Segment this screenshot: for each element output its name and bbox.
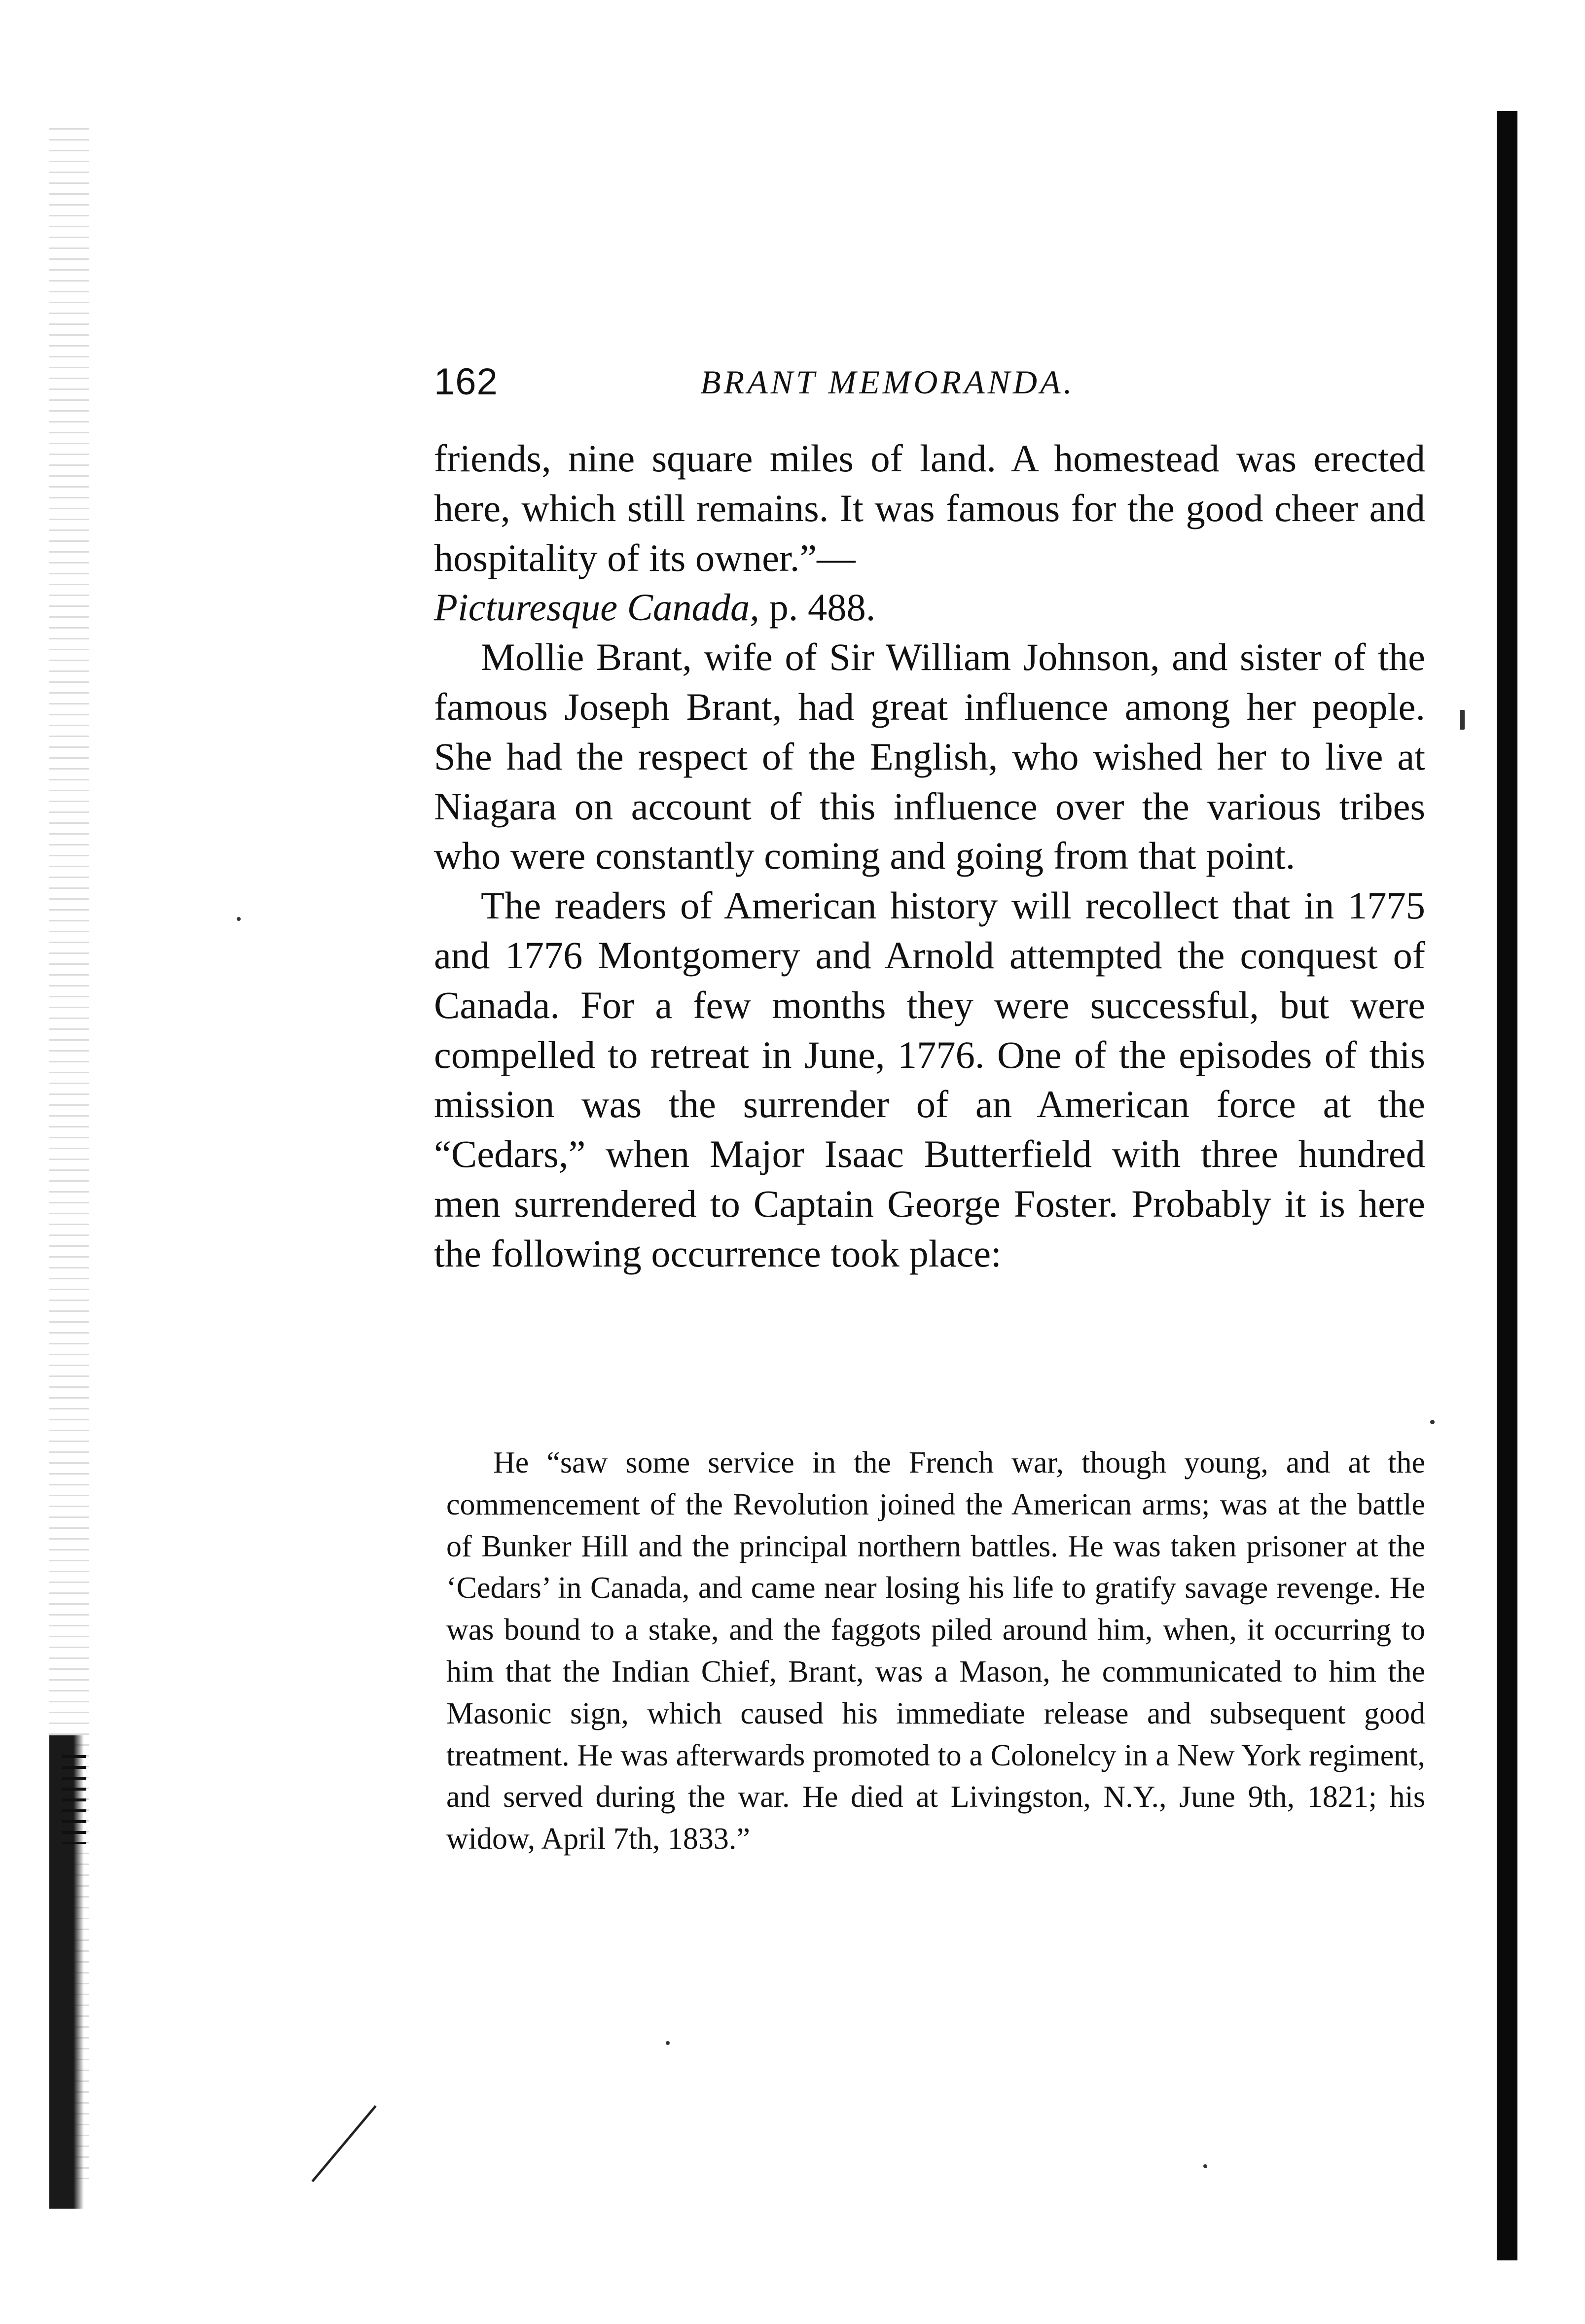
scan-speck: [1203, 2164, 1207, 2168]
page-number: 162: [434, 361, 498, 403]
paragraph-continuation: [434, 434, 1425, 633]
scan-speck: [237, 917, 241, 921]
block-quote-text: He “saw some service in the French war, though young, and at the commencement of the Revolution joined the American arms; was at the battle of Bunker Hill and the principal northern battles. He was taken prisoner at the ‘Cedars’ in Canada, and came near losing his life to gratify savage revenge. He was bound to a stake, and the faggots piled around him, when, it occurring to him that the Indian Chief, Brant, was a Mason, he communicated to him the Masonic sign, which caused his immediate release and subsequent good treatment. He was afterwards promoted to a Colonelcy in a New York regiment, and served during the war. He died at Livingston, N.Y., June 9th, 1821; his widow, April 7th, 1833.”: [446, 1446, 1425, 1856]
paragraph-american-history: The readers of American history will recollect that in 1775 and 1776 Montgomery and Arnold attempted the conquest of Canada. For a few months they were successful, but were compelled to retreat in June, 1776. One of the episodes of this mission was the surrender of an American force at the “Cedars,” when Major Isaac Butterfield with three hundred men surrendered to Captain George Foster. Probably it is here the following occurrence took place:: [434, 884, 1425, 1275]
block-quote: [446, 1442, 1425, 1860]
scan-speck: [666, 2041, 670, 2045]
scan-binding-lines: [62, 1755, 86, 1844]
scan-scratch-mark: [311, 2105, 376, 2182]
running-title: BRANT MEMORANDA.: [700, 363, 1075, 401]
page-header: [434, 352, 1475, 412]
body-text: [434, 434, 1425, 1279]
citation-page: p. 488.: [759, 586, 876, 629]
scan-right-edge-bar: [1497, 111, 1517, 2260]
citation: [434, 583, 1425, 633]
scan-speck: [1460, 710, 1465, 730]
paragraph-mollie-brant: Mollie Brant, wife of Sir William Johnson, and sister of the famous Joseph Brant, had great influence among her people. She had the respect of the English, who wished her to live at Niagara on account of this influence over the various tribes who were constantly coming and going from that point.: [434, 635, 1425, 878]
paragraph-text: friends, nine square miles of land. A homestead was erected here, which still remains. It was famous for the good cheer and hospitality of its owner.”—: [434, 437, 1425, 579]
scan-speck: [1430, 1420, 1435, 1424]
citation-title: Picturesque Canada,: [434, 586, 759, 629]
